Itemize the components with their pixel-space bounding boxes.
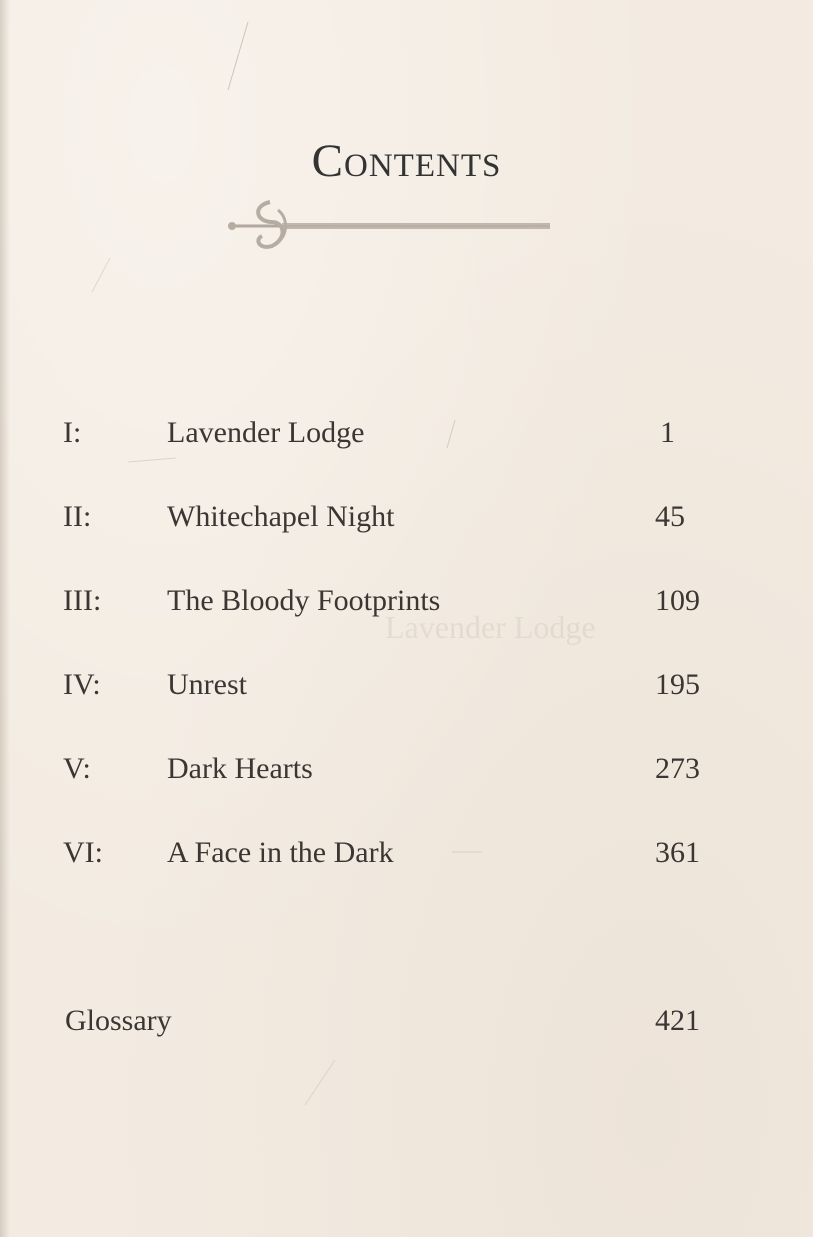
toc-row[interactable] — [0, 663, 813, 707]
chapter-numeral: I: — [63, 416, 82, 449]
toc-row[interactable] — [0, 411, 813, 455]
chapter-title[interactable]: The Bloody Footprints — [167, 584, 441, 617]
toc-row[interactable] — [0, 747, 813, 791]
chapter-page-number: 195 — [655, 668, 700, 701]
toc-row[interactable] — [0, 579, 813, 623]
glossary-page-number: 421 — [655, 1004, 700, 1037]
chapter-numeral: II: — [63, 500, 92, 533]
chapter-title[interactable]: A Face in the Dark — [167, 836, 394, 869]
chapter-page-number: 1 — [660, 416, 675, 449]
toc-row[interactable] — [0, 831, 813, 875]
chapter-numeral: VI: — [63, 836, 103, 869]
chapter-page-number: 109 — [655, 584, 700, 617]
chapter-numeral: V: — [63, 752, 91, 785]
chapter-numeral: III: — [63, 584, 102, 617]
chapter-numeral: IV: — [63, 668, 101, 701]
chapter-page-number: 361 — [655, 836, 700, 869]
chapter-title[interactable]: Whitechapel Night — [167, 500, 395, 533]
contents-heading: Contents — [311, 135, 502, 187]
sword-icon — [222, 192, 554, 254]
glossary-title[interactable]: Glossary — [65, 1004, 172, 1037]
svg-text:Lavender Lodge: Lavender Lodge — [385, 609, 596, 645]
toc-row[interactable] — [0, 495, 813, 539]
chapter-page-number: 45 — [655, 500, 685, 533]
chapter-title[interactable]: Unrest — [167, 668, 247, 701]
toc-row-glossary[interactable] — [0, 999, 813, 1043]
chapter-title[interactable]: Lavender Lodge — [167, 416, 365, 449]
chapter-title[interactable]: Dark Hearts — [167, 752, 313, 785]
chapter-page-number: 273 — [655, 752, 700, 785]
